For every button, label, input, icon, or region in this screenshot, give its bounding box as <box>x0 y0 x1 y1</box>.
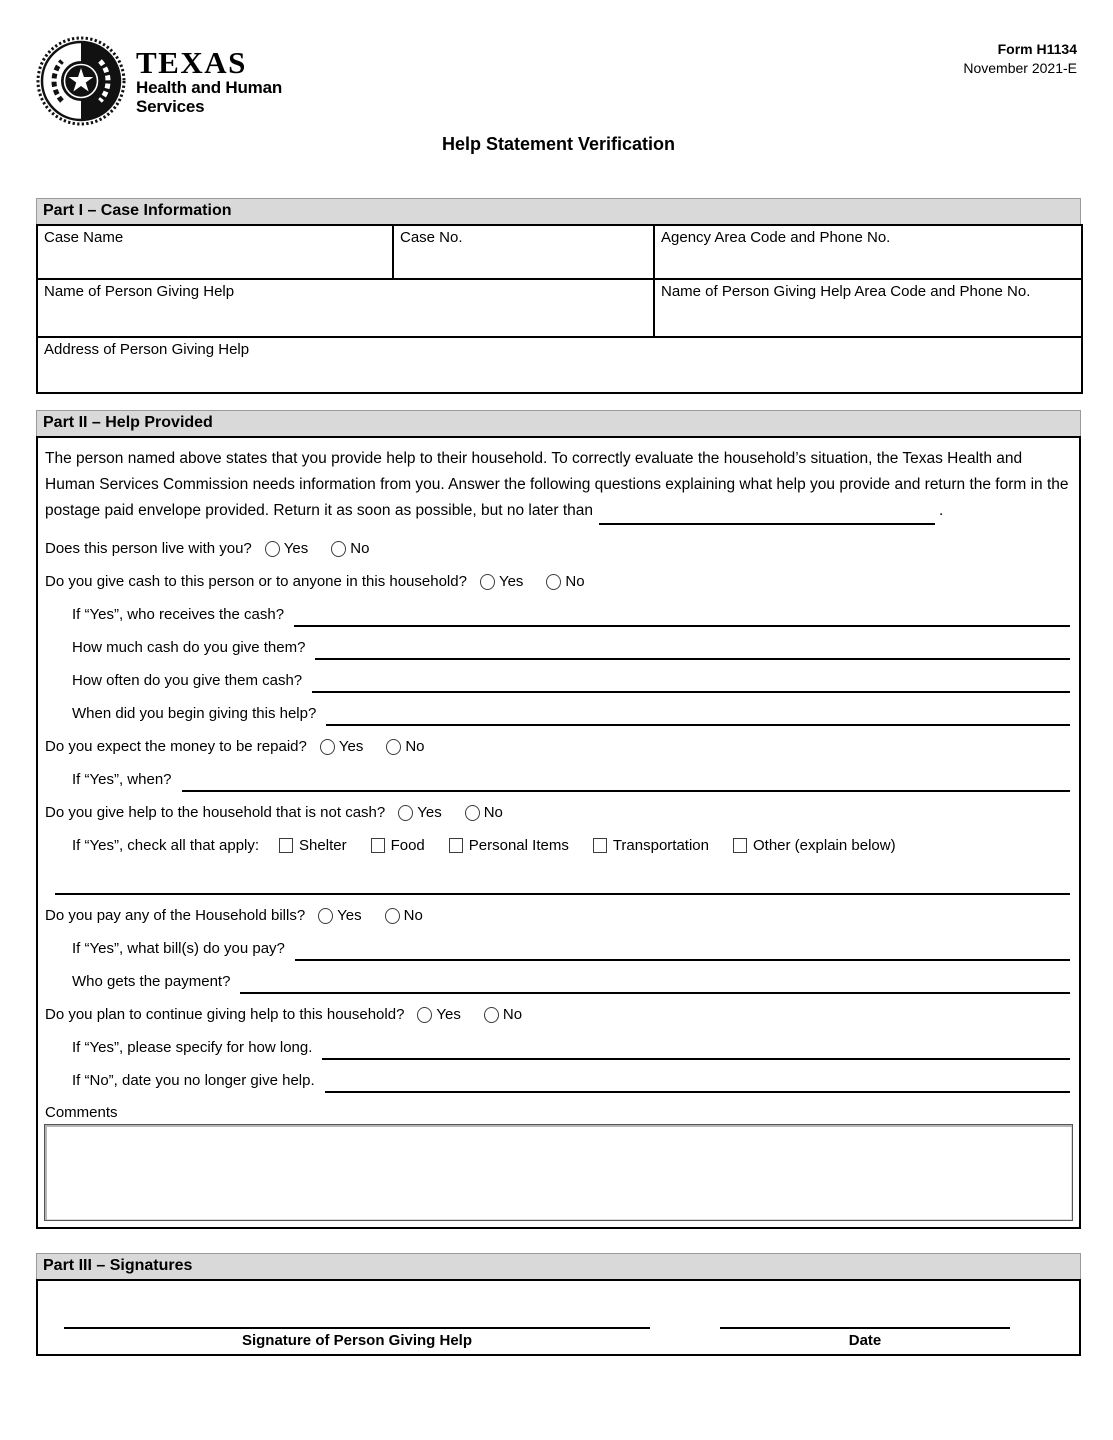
no-label: No <box>350 540 370 557</box>
agency-phone-field[interactable] <box>654 225 1082 279</box>
part3-body <box>36 1279 1081 1356</box>
question-label: How much cash do you give them? <box>72 639 306 656</box>
no-label: No <box>483 804 503 821</box>
checkbox-icon <box>371 838 385 853</box>
radio-circle-icon <box>417 1007 432 1023</box>
cash-how-much-input-line[interactable] <box>315 658 1070 660</box>
helper-name-field[interactable] <box>37 279 654 337</box>
logo-line-texas: TEXAS <box>136 45 247 80</box>
question-continue <box>43 998 1074 1031</box>
radio-circle-icon <box>331 541 346 557</box>
question-cash-how-often <box>43 664 1074 697</box>
radio-circle-icon <box>386 739 401 755</box>
question-label: Do you plan to continue giving help to this household? <box>45 1006 405 1023</box>
form-number: Form H1134 <box>997 41 1077 57</box>
yes-no-options <box>320 738 425 755</box>
question-label: Do you give cash to this person or to anyone in this household? <box>45 573 467 590</box>
checkbox-personal-items[interactable] <box>449 837 569 854</box>
radio-circle-icon <box>484 1007 499 1023</box>
helper-address-field[interactable] <box>37 337 1082 393</box>
form-title: Help Statement Verification <box>441 134 676 154</box>
table-row <box>37 279 1082 337</box>
other-explain-input-line[interactable] <box>55 893 1070 895</box>
question-no-longer-date <box>43 1064 1074 1097</box>
no-longer-date-input-line[interactable] <box>325 1091 1070 1093</box>
due-date-input-line[interactable] <box>599 523 935 525</box>
case-no-field[interactable] <box>393 225 654 279</box>
radio-yes-noncash[interactable] <box>398 804 441 821</box>
signature-label: Signature of Person Giving Help <box>241 1332 473 1349</box>
form-page <box>36 0 1081 1356</box>
question-cash-when-begin <box>43 697 1074 730</box>
question-live-with <box>43 532 1074 565</box>
form-edition: November 2021-E <box>963 60 1077 76</box>
checkbox-label: Shelter <box>299 837 347 854</box>
signature-block <box>64 1327 650 1349</box>
checkbox-icon <box>279 838 293 853</box>
cash-who-input-line[interactable] <box>294 625 1070 627</box>
yes-label: Yes <box>338 738 364 755</box>
radio-circle-icon <box>385 908 400 924</box>
comments-label-text: Comments <box>45 1103 118 1121</box>
radio-no-continue[interactable] <box>484 1006 522 1023</box>
texas-hhs-logo <box>36 36 1081 126</box>
question-label: Do you expect the money to be repaid? <box>45 738 307 755</box>
yes-no-options <box>265 540 370 557</box>
radio-yes-repaid[interactable] <box>320 738 363 755</box>
radio-no-repaid[interactable] <box>386 738 424 755</box>
radio-circle-icon <box>480 574 495 590</box>
repaid-when-input-line[interactable] <box>182 790 1071 792</box>
comments-label <box>43 1100 1074 1124</box>
intro-text: The person named above states that you provide help to their household. To correctly evaluate the household’s situation, the Texas Health and Human Services Commission needs information from you. Answer the following questions explaining what help you provide and return the form in the postage paid envelope provided. Return it as soon as possible, but no later than <box>45 450 1069 519</box>
question-bills-who <box>43 965 1074 998</box>
checkbox-icon <box>449 838 463 853</box>
question-continue-how-long <box>43 1031 1074 1064</box>
question-label: How often do you give them cash? <box>72 672 303 689</box>
yes-label: Yes <box>337 907 362 924</box>
question-noncash-apply <box>43 829 1074 862</box>
question-label: Do you give help to the household that is not cash? <box>45 804 386 821</box>
intro-paragraph <box>45 446 1072 524</box>
question-label: If “Yes”, check all that apply: <box>72 837 260 854</box>
form-header <box>36 0 1081 132</box>
radio-no-live-with[interactable] <box>331 540 369 557</box>
case-name-label: Case Name <box>44 229 124 246</box>
no-label: No <box>405 738 425 755</box>
question-label: If “No”, date you no longer give help. <box>72 1072 315 1089</box>
radio-circle-icon <box>465 805 480 821</box>
question-label: Who gets the payment? <box>72 973 231 990</box>
radio-yes-continue[interactable] <box>417 1006 460 1023</box>
question-label: Do you pay any of the Household bills? <box>45 907 306 924</box>
checkbox-transportation[interactable] <box>593 837 709 854</box>
intro-period: . <box>939 502 944 519</box>
question-cash-how-much <box>43 631 1074 664</box>
no-label: No <box>502 1006 523 1023</box>
yes-no-options <box>398 804 503 821</box>
question-bills <box>43 899 1074 932</box>
yes-label: Yes <box>498 573 524 590</box>
logo-line-hh: Health and Human <box>136 78 283 97</box>
radio-yes-bills[interactable] <box>318 907 361 924</box>
radio-circle-icon <box>318 908 333 924</box>
checkbox-shelter[interactable] <box>279 837 347 854</box>
cash-how-often-input-line[interactable] <box>312 691 1070 693</box>
no-label: No <box>565 573 585 590</box>
cash-when-begin-input-line[interactable] <box>326 724 1070 726</box>
case-no-label: Case No. <box>400 229 463 246</box>
checkbox-food[interactable] <box>371 837 425 854</box>
checkbox-label: Other (explain below) <box>753 837 896 854</box>
part2-heading: Part II – Help Provided <box>36 410 1081 436</box>
yes-label: Yes <box>283 540 309 557</box>
question-cash-who <box>43 598 1074 631</box>
question-label: Does this person live with you? <box>45 540 252 557</box>
checkbox-other[interactable] <box>733 837 896 854</box>
helper-name-label: Name of Person Giving Help <box>44 283 235 300</box>
helper-phone-label: Name of Person Giving Help Area Code and Phone No. <box>661 283 1031 300</box>
radio-circle-icon <box>398 805 413 821</box>
checkbox-icon <box>593 838 607 853</box>
yes-no-options <box>318 907 423 924</box>
question-label: If “Yes”, please specify for how long. <box>72 1039 313 1056</box>
continue-how-long-input-line[interactable] <box>322 1058 1070 1060</box>
case-information-table <box>36 224 1083 394</box>
texas-hhs-seal-icon <box>36 36 126 126</box>
helper-address-label: Address of Person Giving Help <box>44 341 250 358</box>
part1-heading: Part I – Case Information <box>36 198 1081 224</box>
yes-label: Yes <box>436 1006 461 1023</box>
yes-no-options <box>417 1006 522 1023</box>
case-name-field[interactable] <box>37 225 393 279</box>
radio-circle-icon <box>320 739 335 755</box>
part2-body <box>36 436 1081 1229</box>
question-give-cash <box>43 565 1074 598</box>
agency-phone-label: Agency Area Code and Phone No. <box>661 229 891 246</box>
radio-no-give-cash[interactable] <box>546 573 584 590</box>
table-row <box>37 337 1082 393</box>
question-repaid-when <box>43 763 1074 796</box>
date-block <box>720 1327 1010 1349</box>
checkbox-icon <box>733 838 747 853</box>
question-bills-which <box>43 932 1074 965</box>
radio-no-bills[interactable] <box>385 907 423 924</box>
form-identification <box>963 40 1077 78</box>
logo-wordmark <box>136 36 282 116</box>
yes-no-options <box>480 573 585 590</box>
question-label: If “Yes”, when? <box>72 771 172 788</box>
date-label: Date <box>848 1332 882 1349</box>
checkbox-label: Personal Items <box>468 837 569 854</box>
checkbox-label: Transportation <box>612 837 709 854</box>
yes-label: Yes <box>417 804 442 821</box>
comments-textarea[interactable] <box>44 1124 1073 1221</box>
question-label: If “Yes”, what bill(s) do you pay? <box>72 940 285 957</box>
other-explain-row <box>43 862 1074 899</box>
radio-circle-icon <box>546 574 561 590</box>
question-label: If “Yes”, who receives the cash? <box>72 606 285 623</box>
logo-line-services: Services <box>136 97 205 116</box>
bills-who-input-line[interactable] <box>240 992 1070 994</box>
part3-heading: Part III – Signatures <box>36 1253 1081 1279</box>
checkbox-label: Food <box>390 837 425 854</box>
radio-no-noncash[interactable] <box>465 804 503 821</box>
question-label: When did you begin giving this help? <box>72 705 317 722</box>
question-noncash <box>43 796 1074 829</box>
table-row <box>37 225 1082 279</box>
question-repaid <box>43 730 1074 763</box>
radio-yes-give-cash[interactable] <box>480 573 523 590</box>
radio-circle-icon <box>265 541 280 557</box>
bills-which-input-line[interactable] <box>295 959 1070 961</box>
radio-yes-live-with[interactable] <box>265 540 308 557</box>
helper-phone-field[interactable] <box>654 279 1082 337</box>
no-label: No <box>403 907 423 924</box>
